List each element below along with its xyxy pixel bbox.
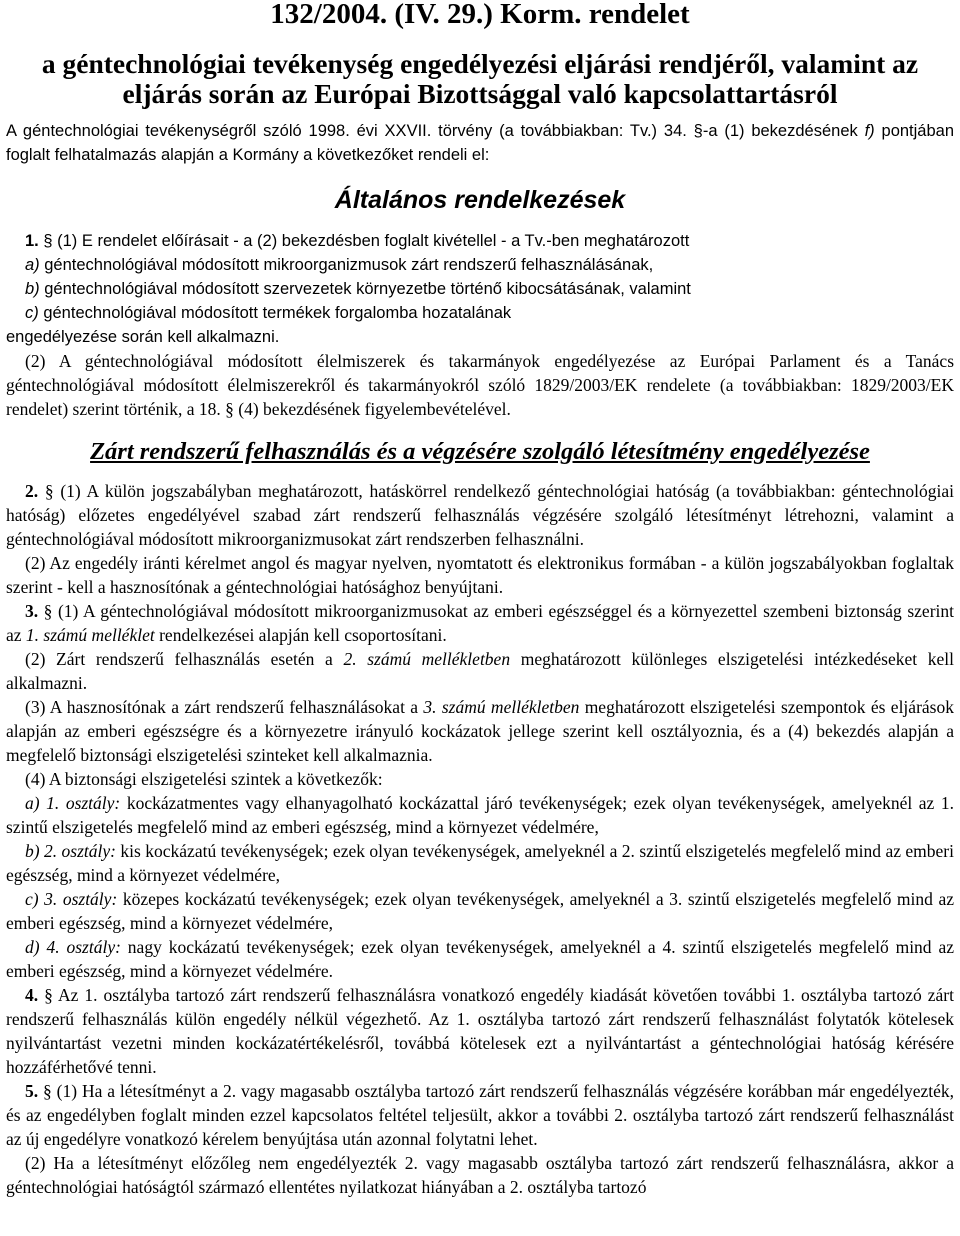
section-4-text: § Az 1. osztályba tartozó zárt rendszerű felhasználásra vonatkozó engedély kiadását követően további 1. osztályba tartozó zárt rendszerű felhasználás külön engedély nélkül végezhető. Az 1. osztályba tartozó zárt rendszerű felhasználást folytatók kötelesek nyilvántartást vezetni minden kockázatértékelésről, továbbá kötelesek ezt a nyilvántartást a géntechnológiai hatóság kérésére hozzáférhetővé tenni. bbox=[6, 985, 954, 1077]
annex-reference: 2. számú mellékletben bbox=[343, 649, 511, 669]
subtitle-line: eljárás során az Európai Bizottsággal való kapcsolattartásról bbox=[122, 78, 838, 109]
preamble-text: A géntechnológiai tevékenységről szóló 1998. évi XXVII. törvény (a továbbiakban: Tv.) 34. §-a (1) bekezdésének bbox=[6, 122, 858, 140]
list-item-a bbox=[6, 253, 954, 277]
document-subtitle bbox=[6, 49, 954, 109]
section-4-paragraph bbox=[6, 983, 954, 1079]
section-1-paragraph-2: (2) A géntechnológiával módosított élelmiszerek és takarmányok engedélyezése az Európai Parlament és a Tanács géntechnológiával módosított élelmiszerekről és takarmányokról szóló 1829/2003/EK rendelete (a továbbiakban: 1829/2003/EK rendelet) szerint történik, a 18. § (4) bekezdésének figyelembevételével. bbox=[6, 351, 954, 419]
section-2-paragraph-2: (2) Az engedély iránti kérelmet angol és magyar nyelven, nyomtatott és elektronikus formában - a külön jogszabályokban foglaltak szerint - kell a hasznosítónak a géntechnológiai hatósághoz benyújtani. bbox=[6, 553, 954, 597]
section-3-paragraph-3 bbox=[6, 695, 954, 767]
section-3-text: meghatározott különleges elszigetelési intézkedéseket kell alkalmazni. bbox=[6, 649, 954, 693]
class-item bbox=[6, 791, 954, 839]
section-3-paragraph-1 bbox=[6, 599, 954, 647]
section-number: 2. bbox=[25, 481, 39, 501]
section-3-text: meghatározott elszigetelési szempontok és eljárások alapján az emberi egészségre és a környezetre irányuló kockázatok jellege szerint kell osztályoznia, és a (4) bekezdés alapján a megfelelő biztonsági elszigetelési szinteket kell alkalmaznia. bbox=[6, 697, 954, 765]
section-2-paragraph-1 bbox=[6, 479, 954, 551]
list-text: géntechnológiával módosított mikroorganizmusok zárt rendszerű felhasználásának, bbox=[39, 256, 654, 274]
list-label: a) bbox=[25, 256, 40, 274]
class-item bbox=[6, 839, 954, 887]
section-1-lead: § (1) E rendelet előírásait - a (2) bekezdésben foglalt kivétellel - a Tv.-ben meghatározott bbox=[38, 232, 690, 250]
list-text: géntechnológiával módosított szervezetek környezetbe történő kibocsátásának, valamint bbox=[39, 280, 691, 298]
class-label: c) 3. osztály: bbox=[25, 889, 118, 909]
section-3-text: § (1) A géntechnológiával módosított mikroorganizmusokat az emberi egészséggel és a környezettel szembeni biztonság szerint az bbox=[6, 601, 954, 645]
section-3-text: (3) A hasznosítónak a zárt rendszerű felhasználásokat a bbox=[25, 697, 424, 717]
section-3-paragraph-4: (4) A biztonsági elszigetelési szintek a következők: bbox=[25, 769, 383, 789]
section-3-paragraph-2 bbox=[6, 647, 954, 695]
section-heading-general: Általános rendelkezések bbox=[334, 186, 626, 214]
section-number: 3. bbox=[25, 601, 39, 621]
section-3-text: (2) Zárt rendszerű felhasználás esetén a bbox=[25, 649, 344, 669]
class-text: kis kockázatú tevékenységek; ezek olyan tevékenységek, amelyeknél a 2. szintű elszigetelés megfelelő mind az emberi egészség, mind a környezet védelmére, bbox=[6, 841, 954, 885]
class-label: a) 1. osztály: bbox=[25, 793, 121, 813]
class-label: d) 4. osztály: bbox=[25, 937, 121, 957]
class-item bbox=[6, 887, 954, 935]
class-text: nagy kockázatú tevékenységek; ezek olyan tevékenységek, amelyeknél a 4. szintű elszigetelés megfelelő mind az emberi egészség, mind a környezet védelmére. bbox=[6, 937, 954, 981]
section-1-paragraph bbox=[6, 229, 954, 253]
class-label: b) 2. osztály: bbox=[25, 841, 116, 861]
document-title: 132/2004. (IV. 29.) Korm. rendelet bbox=[270, 0, 690, 30]
list-item-c bbox=[6, 301, 954, 325]
section-2-text: § (1) A külön jogszabályban meghatározott, hatáskörrel rendelkező géntechnológiai hatóság (a továbbiakban: géntechnológiai hatóság) előzetes engedélyével szabad zárt rendszerű felhasználás végzésére szolgáló létesítményt létrehozni, valamint a géntechnológiával módosított mikroorganizmusokat zárt rendszerben felhasználni. bbox=[6, 481, 954, 549]
section-number: 4. bbox=[25, 985, 39, 1005]
preamble-point-label: f) bbox=[864, 122, 875, 140]
section-5-paragraph-2: (2) Ha a létesítményt előzőleg nem engedélyezték 2. vagy magasabb osztályba tartozó zárt rendszerű felhasználásra, akkor a géntechnológiai hatóságtól származó ellentétes nyilatkozat hiányában a 2. osztályba tartozó bbox=[6, 1153, 954, 1197]
list-text: géntechnológiával módosított termékek forgalomba hozatalának bbox=[38, 304, 512, 322]
subtitle-line: a géntechnológiai tevékenység engedélyezési eljárási rendjéről, valamint az bbox=[41, 48, 919, 79]
list-label: b) bbox=[25, 280, 40, 298]
annex-reference: 3. számú mellékletben bbox=[423, 697, 580, 717]
list-label: c) bbox=[25, 304, 39, 322]
section-5-text: § (1) Ha a létesítményt a 2. vagy magasabb osztályba tartozó zárt rendszerű felhasználás végzésére korábban már engedélyezték, és az engedélyben foglalt minden ezzel kapcsolatos feltétel teljesült, akkor a további 2. osztályba tartozó zárt rendszerű felhasználást az új engedélyre vonatkozó kérelem benyújtása után azonnal folytatni lehet. bbox=[6, 1081, 954, 1149]
section-heading-closed-use: Zárt rendszerű felhasználás és a végzésére szolgáló létesítmény engedélyezése bbox=[90, 438, 870, 465]
section-3-text: rendelkezései alapján kell csoportosítani. bbox=[154, 625, 447, 645]
class-text: kockázatmentes vagy elhanyagolható kockázattal járó tevékenységek; ezek olyan tevékenységek, amelyeknél az 1. szintű elszigetelés megfelelő mind az emberi egészség, mind a környezet védelmére, bbox=[6, 793, 954, 837]
preamble bbox=[6, 119, 954, 167]
preamble-rest: pontjában foglalt felhatalmazás alapján a Kormány a következőket rendeli el: bbox=[6, 122, 955, 164]
list-item-b bbox=[6, 277, 954, 301]
class-text: közepes kockázatú tevékenységek; ezek olyan tevékenységek, amelyeknél a 3. szintű elszigetelés megfelelő mind az emberi egészség, mind a környezet védelmére, bbox=[6, 889, 954, 933]
class-item bbox=[6, 935, 954, 983]
section-1-end: engedélyezése során kell alkalmazni. bbox=[6, 328, 280, 346]
section-5-paragraph-1 bbox=[6, 1079, 954, 1151]
annex-reference: 1. számú melléklet bbox=[25, 625, 155, 645]
section-number: 5. bbox=[25, 1081, 39, 1101]
section-number: 1. bbox=[25, 232, 39, 250]
